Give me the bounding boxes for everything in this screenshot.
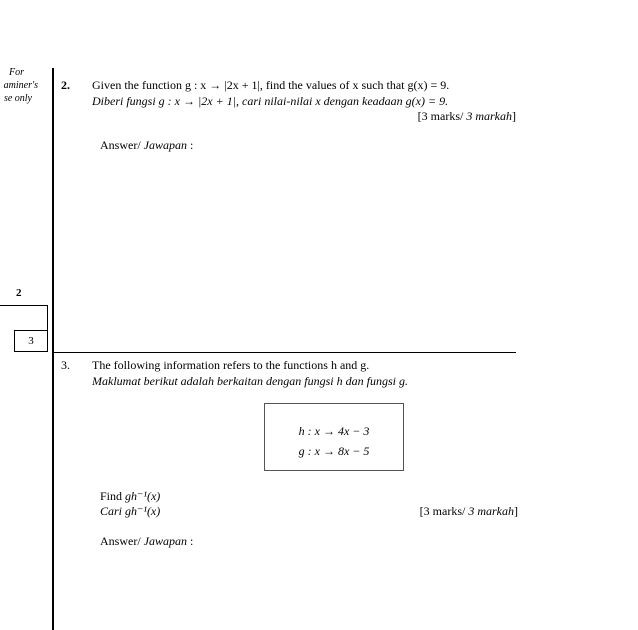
question2-text-malay: Diberi fungsi g : x → |2x + 1|, cari nilai-nilai x dengan keadaan g(x) = 9. <box>92 94 449 108</box>
question3-marks <box>400 504 518 519</box>
marks-suffix: ] <box>512 109 516 123</box>
question3-answer-label <box>100 534 193 549</box>
marks-suffix: ] <box>514 504 518 518</box>
marks-prefix: [3 marks/ <box>417 109 467 123</box>
question2-number: 2. <box>61 78 70 92</box>
function-info-box <box>264 403 404 471</box>
margin-divider <box>52 68 54 630</box>
question3-text-english: The following information refers to the functions h and g. <box>92 358 370 372</box>
find-expression: gh⁻¹(x) <box>125 489 161 503</box>
question3-find-english <box>100 489 160 504</box>
find-prefix: Find <box>100 489 126 503</box>
marks-prefix: [3 marks/ <box>419 504 469 518</box>
function-g-definition: g : x → 8x − 5 <box>298 444 370 458</box>
answer-suffix: : <box>187 138 194 152</box>
question2-marks <box>400 109 516 124</box>
function-h-definition: h : x → 4x − 3 <box>298 424 370 438</box>
marks-malay: 3 markah <box>468 504 514 518</box>
answer-prefix: Answer/ <box>100 138 144 152</box>
question2-text-english: Given the function g : x → |2x + 1|, find the values of x such that g(x) = 9. <box>92 78 450 92</box>
question3-margin-marks: 3 <box>14 330 48 352</box>
question2-margin-marks: 2 <box>16 287 22 299</box>
answer-suffix: : <box>187 534 194 548</box>
question3-find-malay: Cari gh⁻¹(x) <box>100 504 161 518</box>
examiner-label-line2: aminer's <box>3 80 38 91</box>
question3-number: 3. <box>61 358 70 372</box>
answer-malay: Jawapan <box>143 534 188 548</box>
question2-answer-label <box>100 138 193 153</box>
question-separator <box>52 352 516 353</box>
examiner-label-line3: se only <box>3 93 32 104</box>
marks-malay: 3 markah <box>466 109 512 123</box>
examiner-label-line1: For <box>9 67 24 78</box>
question3-text-malay: Maklumat berikut adalah berkaitan dengan fungsi h dan fungsi g. <box>92 374 408 388</box>
answer-malay: Jawapan <box>143 138 188 152</box>
answer-prefix: Answer/ <box>100 534 144 548</box>
